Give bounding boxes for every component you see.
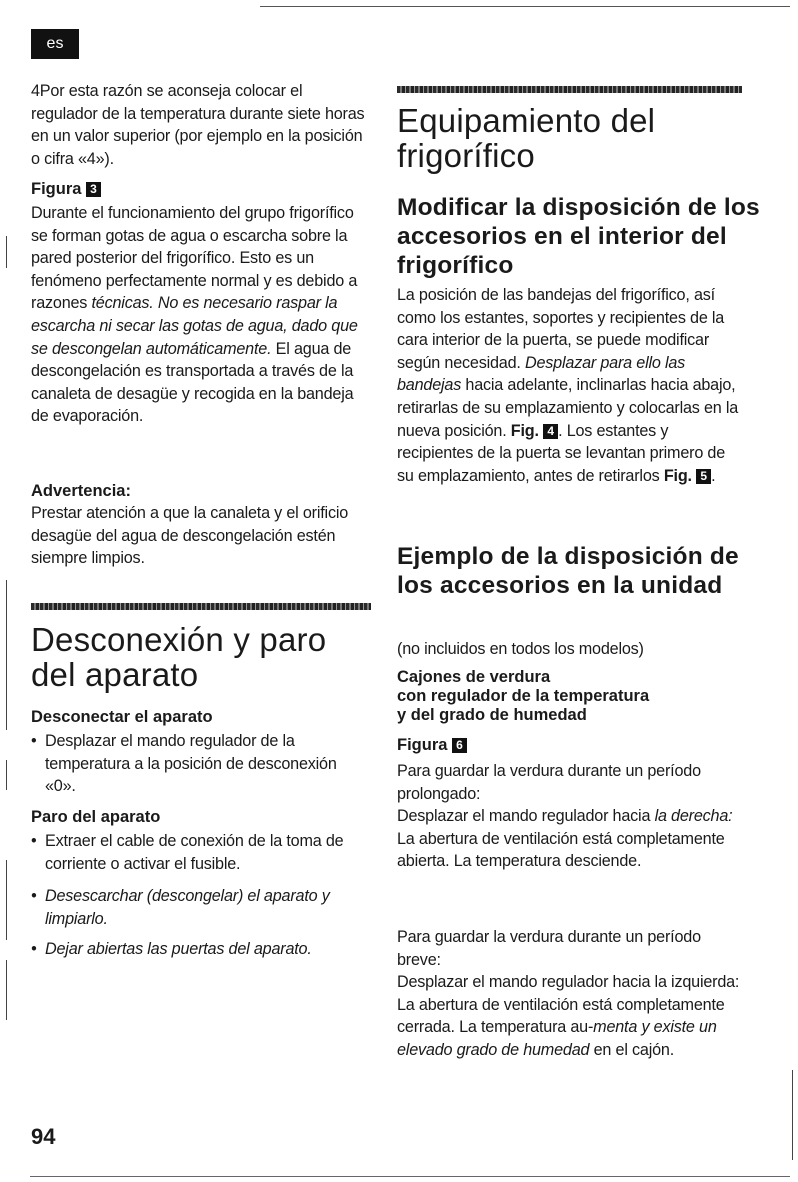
top-rule (260, 6, 790, 7)
section-title-equipment: Equipamiento del frigorífico (397, 102, 656, 174)
example-heading: Ejemplo de la disposición de los accesorios en la unidad (397, 543, 739, 599)
long-store-block (397, 760, 742, 873)
figure-label-text: Figura (31, 180, 82, 198)
section-rule (31, 603, 371, 610)
example-note: (no incluidos en todos los modelos) (397, 640, 644, 658)
defrost-paragraph (31, 202, 366, 428)
margin-mark (6, 860, 7, 940)
long-store-result: La abertura de ventilación está completamente abierta. La temperatura desciende. (397, 829, 725, 871)
warning-text: Prestar atención a que la canaleta y el orificio desagüe del agua de descongelación estén siempre limpios. (31, 504, 349, 568)
margin-mark (792, 1070, 793, 1160)
short-store-result: La abertura de ventilación está completamente cerrada. La temperatura au-menta y existe un elevado grado de humedad en el cajón. (397, 995, 725, 1059)
modify-text-a: La posición de las bandejas del frigorífico, así como los estantes, soportes y recipientes de la cara interior de la puerta, se puede modificar según necesidad. (397, 286, 725, 372)
bottom-rule (30, 1176, 790, 1177)
margin-mark (6, 960, 7, 1020)
defrost-text-c: El agua de descongelación es transportada a través de la canaleta de desagüe y recogida en la bandeja de evaporación. (31, 339, 354, 426)
short-store-result-c: en el cajón. (589, 1040, 675, 1059)
disconnect-item: • Desplazar el mando regulador de la temperatura a la posición de desconexión «0». (31, 730, 361, 798)
short-store-result-b: menta y existe un elevado grado de humedad (397, 1018, 717, 1059)
short-store-result-a: La abertura de ventilación está completamente cerrada. La temperatura au (397, 995, 725, 1037)
long-store-direction: la derecha: (654, 807, 733, 826)
defrost-text-b: técnicas. No es necesario raspar la escarcha ni secar las gotas de agua, dado que se descongelan automáticamente. (31, 294, 358, 358)
modify-text-c: hacia adelante, inclinarlas hacia abajo, retirarlas de su emplazamiento y colocarlas en la nueva posición. (397, 376, 739, 440)
fig-5-label: Fig. (663, 466, 692, 485)
figure-number-box: 6 (452, 738, 467, 753)
stop-item-2: • Desescarchar (descongelar) el aparato y limpiarlo. (31, 885, 376, 930)
section-rule (397, 86, 742, 93)
intro-paragraph: 4Por esta razón se aconseja colocar el regulador de la temperatura durante siete horas en un valor superior (por ejemplo en la posición o cifra «4»). (31, 82, 365, 168)
figure-number-box: 4 (543, 424, 558, 439)
warning-heading: Advertencia: (31, 482, 131, 500)
fig-4-label: Fig. (510, 421, 539, 440)
modify-paragraph (397, 284, 742, 487)
stop-item-3: • Dejar abiertas las puertas del aparato. (31, 938, 376, 961)
short-store-intro: Para guardar la verdura durante un período breve: (397, 928, 701, 969)
figure-number-box: 5 (696, 469, 711, 484)
drawers-heading-line-2: con regulador de la temperatura (397, 687, 650, 705)
drawers-heading-line-3: y del grado de humedad (397, 706, 587, 724)
margin-mark (6, 760, 7, 790)
drawers-heading-line-1: Cajones de verdura (397, 668, 551, 686)
figure-label-text: Figura (397, 736, 448, 754)
stop-heading: Paro del aparato (31, 808, 161, 826)
modify-text-d: . Los estantes y recipientes de la puerta se levantan primero de su emplazamiento, antes de retirarlos (397, 421, 726, 485)
figure-3-label (31, 178, 101, 200)
margin-mark (6, 580, 7, 730)
defrost-text-a: Durante el funcionamiento del grupo frigorífico se forman gotas de agua o escarcha sobre la pared posterior del frigorífico. Esto es un fenómeno perfectamente normal y es debido a razones (31, 204, 358, 313)
modify-text-e: . (711, 466, 716, 485)
long-store-instruction (397, 805, 742, 828)
modify-text-b: Desplazar para ello las bandejas (397, 353, 686, 395)
modify-heading: Modificar la disposición de los accesorios en el interior del frigorífico (397, 194, 760, 279)
long-store-action: Desplazar el mando regulador hacia (397, 807, 655, 826)
long-store-intro: Para guardar la verdura durante un período prolongado: (397, 762, 701, 803)
figure-number-box: 3 (86, 182, 101, 197)
drawers-heading (397, 668, 649, 725)
disconnect-heading: Desconectar el aparato (31, 708, 213, 726)
margin-mark (6, 236, 7, 268)
language-tab: es (31, 29, 79, 59)
short-store-instruction: Desplazar el mando regulador hacia la izquierda: (397, 973, 740, 992)
section-title-disconnect: Desconexión y paro del aparato (31, 621, 327, 693)
figure-6-label (397, 734, 467, 756)
stop-item-1: • Extraer el cable de conexión de la toma de corriente o activar el fusible. (31, 830, 356, 875)
short-store-block (397, 926, 742, 1062)
page-number: 94 (31, 1124, 56, 1149)
